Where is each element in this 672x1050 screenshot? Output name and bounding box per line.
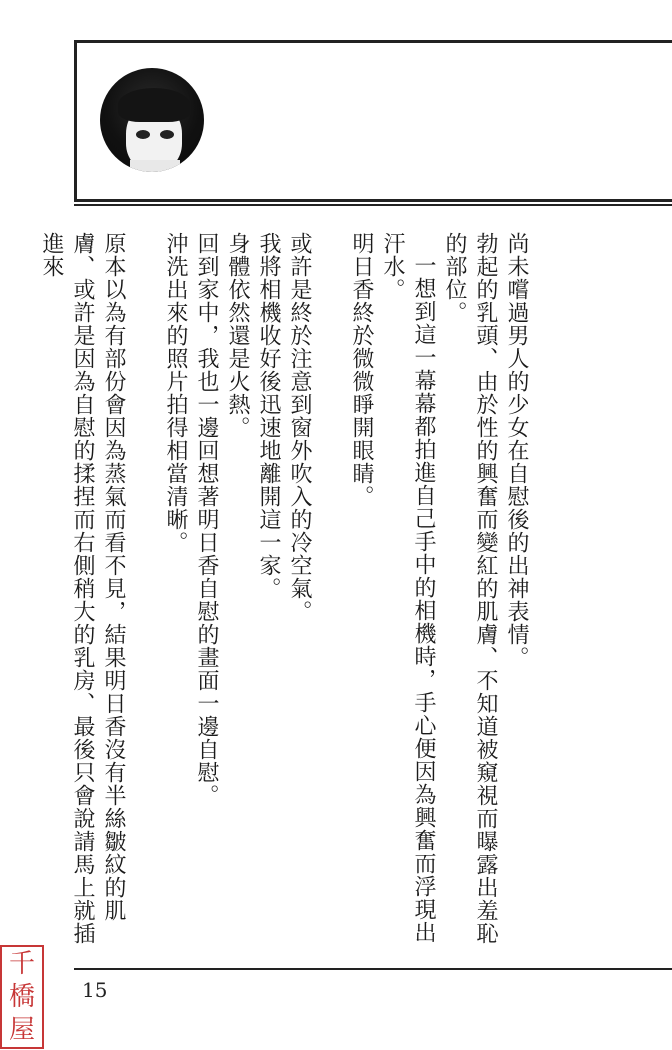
seal-char: 千	[8, 948, 35, 979]
vertical-body-text	[39, 232, 532, 950]
paragraph: 回到家中，我也一邊回想著明日香自慰的畫面一邊自慰。	[194, 232, 219, 807]
portrait-eye-right	[160, 130, 174, 139]
paragraph: 明日香終於微微睜開眼睛。	[349, 232, 374, 508]
portrait-collar	[130, 160, 180, 172]
paragraph: 或許是終於注意到窗外吹入的冷空氣。	[287, 232, 312, 623]
footer-divider	[74, 968, 672, 970]
seal-char: 橋	[8, 981, 35, 1012]
character-portrait-image	[100, 68, 204, 172]
paragraph: 原本以為有部份會因為蒸氣而看不見，結果明日香沒有半絲皺紋的肌膚、或許是因為自慰的揉捏而右側稍大的乳房、最後只會說請馬上就插進來	[39, 232, 126, 945]
portrait-eye-left	[136, 130, 150, 139]
paragraph: 我將相機收好後迅速地離開這一家。	[256, 232, 281, 600]
page-number: 15	[82, 978, 108, 1002]
paragraph: 身體依然還是火熱。	[225, 232, 250, 439]
paragraph: 尚未嚐過男人的少女在自慰後的出神表情。	[504, 232, 529, 669]
paragraph: 一想到這一幕幕都拍進自己手中的相機時，手心便因為興奮而浮現出汗水。	[380, 232, 436, 944]
paragraph: 勃起的乳頭、由於性的興奮而變紅的肌膚、不知道被窺視而曝露出羞恥的部位。	[442, 232, 498, 945]
portrait-hair	[118, 88, 190, 122]
seal-char: 屋	[8, 1015, 35, 1046]
paragraph: 沖洗出來的照片拍得相當清晰。	[163, 232, 188, 554]
red-seal-stamp	[0, 945, 44, 1049]
header-divider	[74, 204, 672, 206]
